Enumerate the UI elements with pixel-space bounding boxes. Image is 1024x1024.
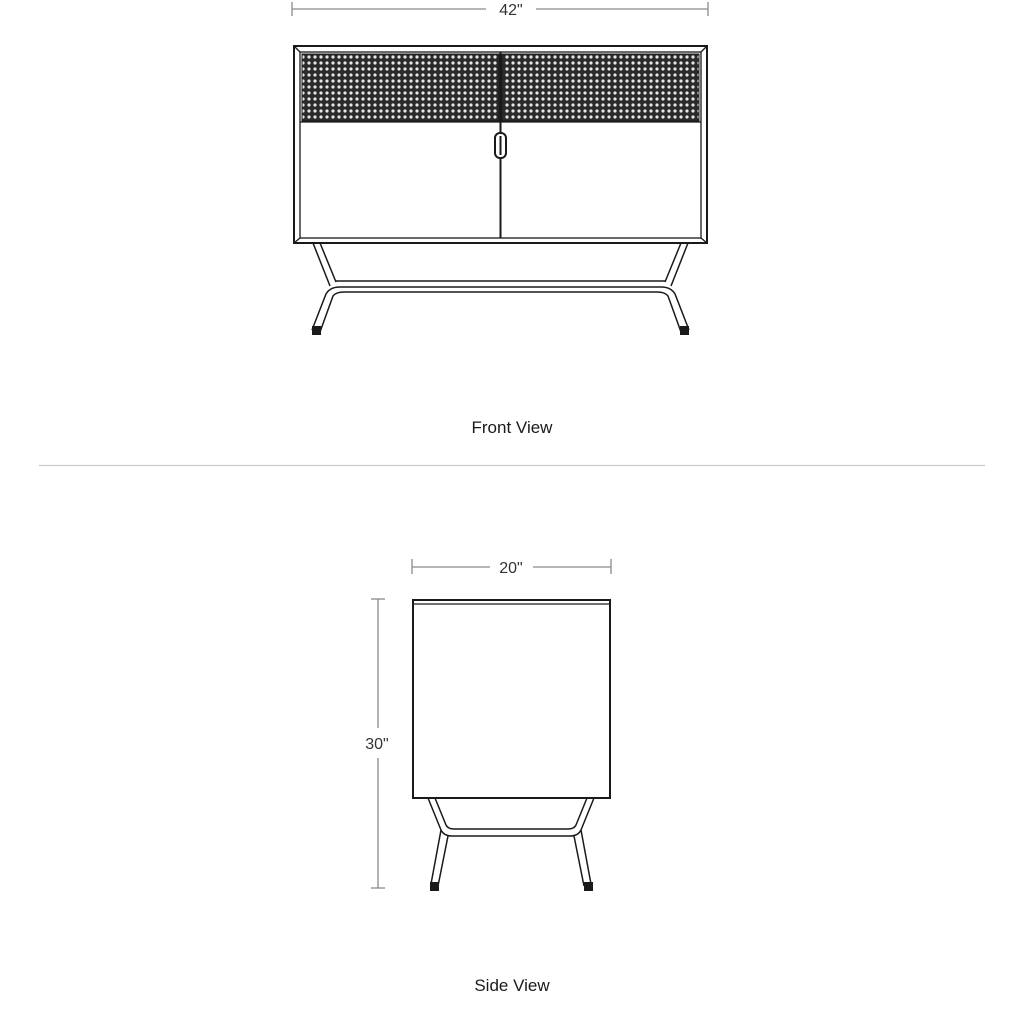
side-depth-dimension <box>412 559 611 577</box>
side-stretcher-outer <box>428 798 594 836</box>
side-leg-right-inner <box>574 836 584 886</box>
side-height-dimension <box>365 599 388 888</box>
left-door-perforated-panel <box>302 54 499 121</box>
side-view-caption: Side View <box>474 976 550 995</box>
foot-right <box>680 326 689 335</box>
front-width-label: 42" <box>499 2 523 19</box>
side-legs <box>428 798 594 891</box>
leg-upper-right-inner <box>665 243 681 282</box>
front-legs <box>312 243 689 335</box>
leg-upper-left-inner <box>320 243 336 282</box>
cabinet-side-panel <box>413 600 610 798</box>
side-leg-left-inner <box>438 836 448 886</box>
front-view-caption: Front View <box>471 418 553 437</box>
side-depth-label: 20" <box>499 560 523 577</box>
leg-upper-left <box>313 243 330 286</box>
front-width-dimension <box>292 2 708 19</box>
front-view <box>292 2 708 437</box>
leg-upper-right <box>671 243 688 286</box>
stretcher-base-outer <box>312 287 689 330</box>
side-height-label: 30" <box>365 736 389 753</box>
stretcher-base-inner <box>320 292 681 332</box>
cabinet-front <box>294 46 707 243</box>
foot-left <box>312 326 321 335</box>
right-door-perforated-panel <box>502 54 699 121</box>
side-foot-left <box>430 882 439 891</box>
side-foot-right <box>584 882 593 891</box>
side-view <box>365 559 611 995</box>
side-stretcher-inner <box>435 798 587 829</box>
cabinet-side <box>413 600 610 798</box>
